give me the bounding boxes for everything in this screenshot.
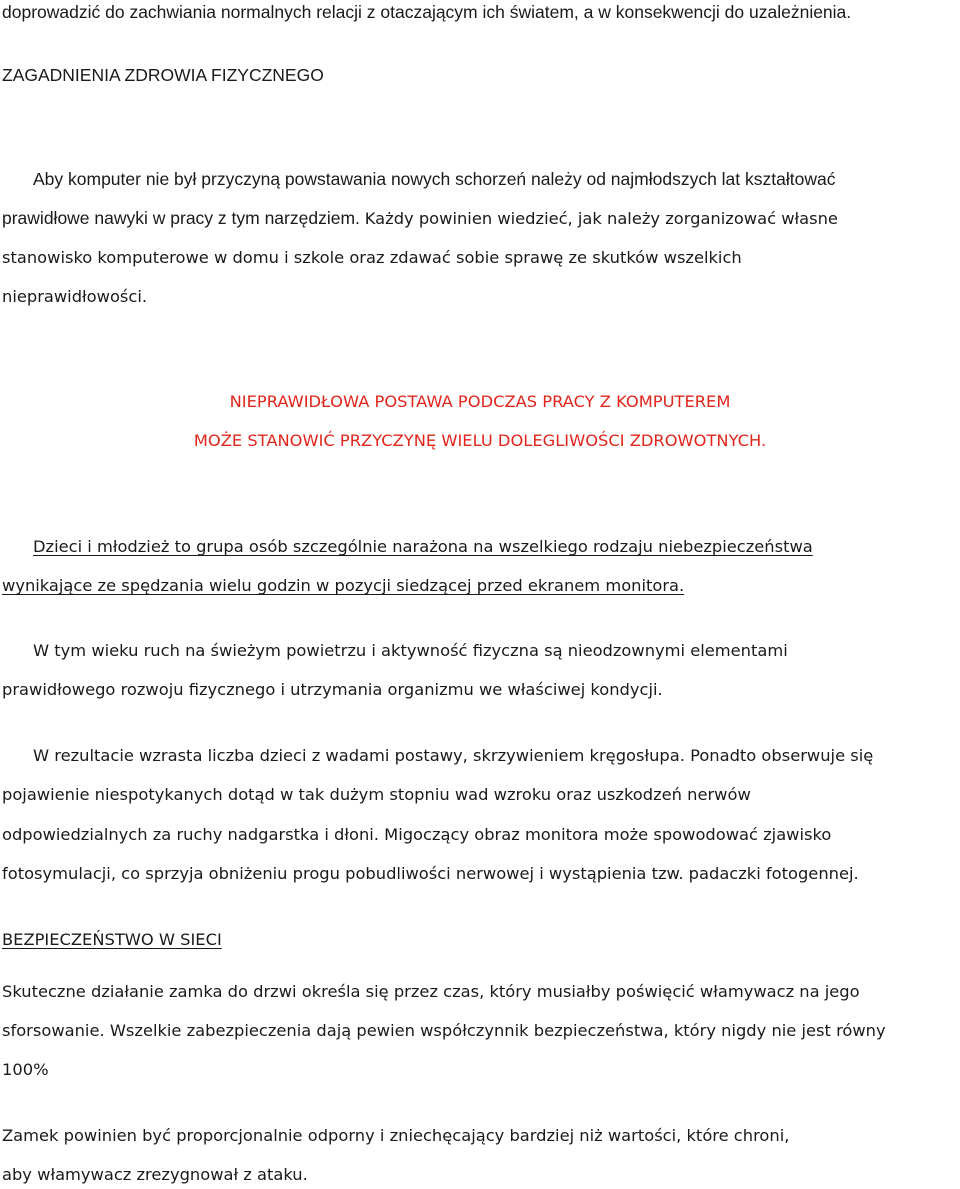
paragraph-segment: prawidłowe nawyki w pracy z tym narzędziem. xyxy=(2,208,360,228)
section-heading-physical-health: ZAGADNIENIA ZDROWIA FIZYCZNEGO xyxy=(2,65,324,85)
warning-line: MOŻE STANOWIĆ PRZYCZYNĘ WIELU DOLEGLIWOŚCI ZDROWOTNYCH. xyxy=(193,431,767,450)
paragraph-line: Skuteczne działanie zamka do drzwi określa się przez czas, który musiałby poświęcić włamywacz na jego xyxy=(2,982,860,1001)
paragraph-line: aby włamywacz zrezygnował z ataku. xyxy=(2,1165,308,1184)
paragraph-line: stanowisko komputerowe w domu i szkole oraz zdawać sobie sprawę ze skutków wszelkich xyxy=(2,248,742,267)
paragraph-line: 100% xyxy=(2,1060,49,1079)
paragraph-line: sforsowanie. Wszelkie zabezpieczenia dają pewien współczynnik bezpieczeństwa, który nigdy nie jest równy xyxy=(2,1021,886,1040)
warning-line: NIEPRAWIDŁOWA POSTAWA PODCZAS PRACY Z KOMPUTEREM xyxy=(229,392,731,411)
paragraph-line: prawidłowego rozwoju fizycznego i utrzymania organizmu we właściwej kondycji. xyxy=(2,680,663,699)
underlined-paragraph-line: wynikające ze spędzania wielu godzin w pozycji siedzącej przed ekranem monitora. xyxy=(2,576,685,595)
section-heading-network-security: BEZPIECZEŃSTWO W SIECI xyxy=(2,930,222,949)
paragraph-segment: Każdy powinien wiedzieć, jak należy zorganizować własne xyxy=(364,209,838,228)
underlined-paragraph-line: Dzieci i młodzież to grupa osób szczególnie narażona na wszelkiego rodzaju niebezpieczeństwa xyxy=(33,537,813,556)
intro-tail-text: doprowadzić do zachwiania normalnych relacji z otaczającym ich światem, a w konsekwencji do uzależnienia. xyxy=(2,2,852,22)
paragraph-line: pojawienie niespotykanych dotąd w tak dużym stopniu wad wzroku oraz uszkodzeń nerwów xyxy=(2,785,751,804)
paragraph-line: Aby komputer nie był przyczyną powstawania nowych schorzeń należy od najmłodszych lat kształtować xyxy=(33,169,836,189)
paragraph-line: W rezultacie wzrasta liczba dzieci z wadami postawy, skrzywieniem kręgosłupa. Ponadto obserwuje się xyxy=(33,746,874,765)
paragraph-line: fotosymulacji, co sprzyja obniżeniu progu pobudliwości nerwowej i wystąpienia tzw. padaczki fotogennej. xyxy=(2,864,859,883)
paragraph-line: odpowiedzialnych za ruchy nadgarstka i dłoni. Migoczący obraz monitora może spowodować zjawisko xyxy=(2,825,832,844)
paragraph-line: nieprawidłowości. xyxy=(2,287,148,306)
paragraph-line: W tym wieku ruch na świeżym powietrzu i aktywność fizyczna są nieodzownymi elementami xyxy=(33,641,788,660)
paragraph-line: Zamek powinien być proporcjonalnie odporny i zniechęcający bardziej niż wartości, które chroni, xyxy=(2,1126,790,1145)
paragraph-line xyxy=(2,207,838,230)
